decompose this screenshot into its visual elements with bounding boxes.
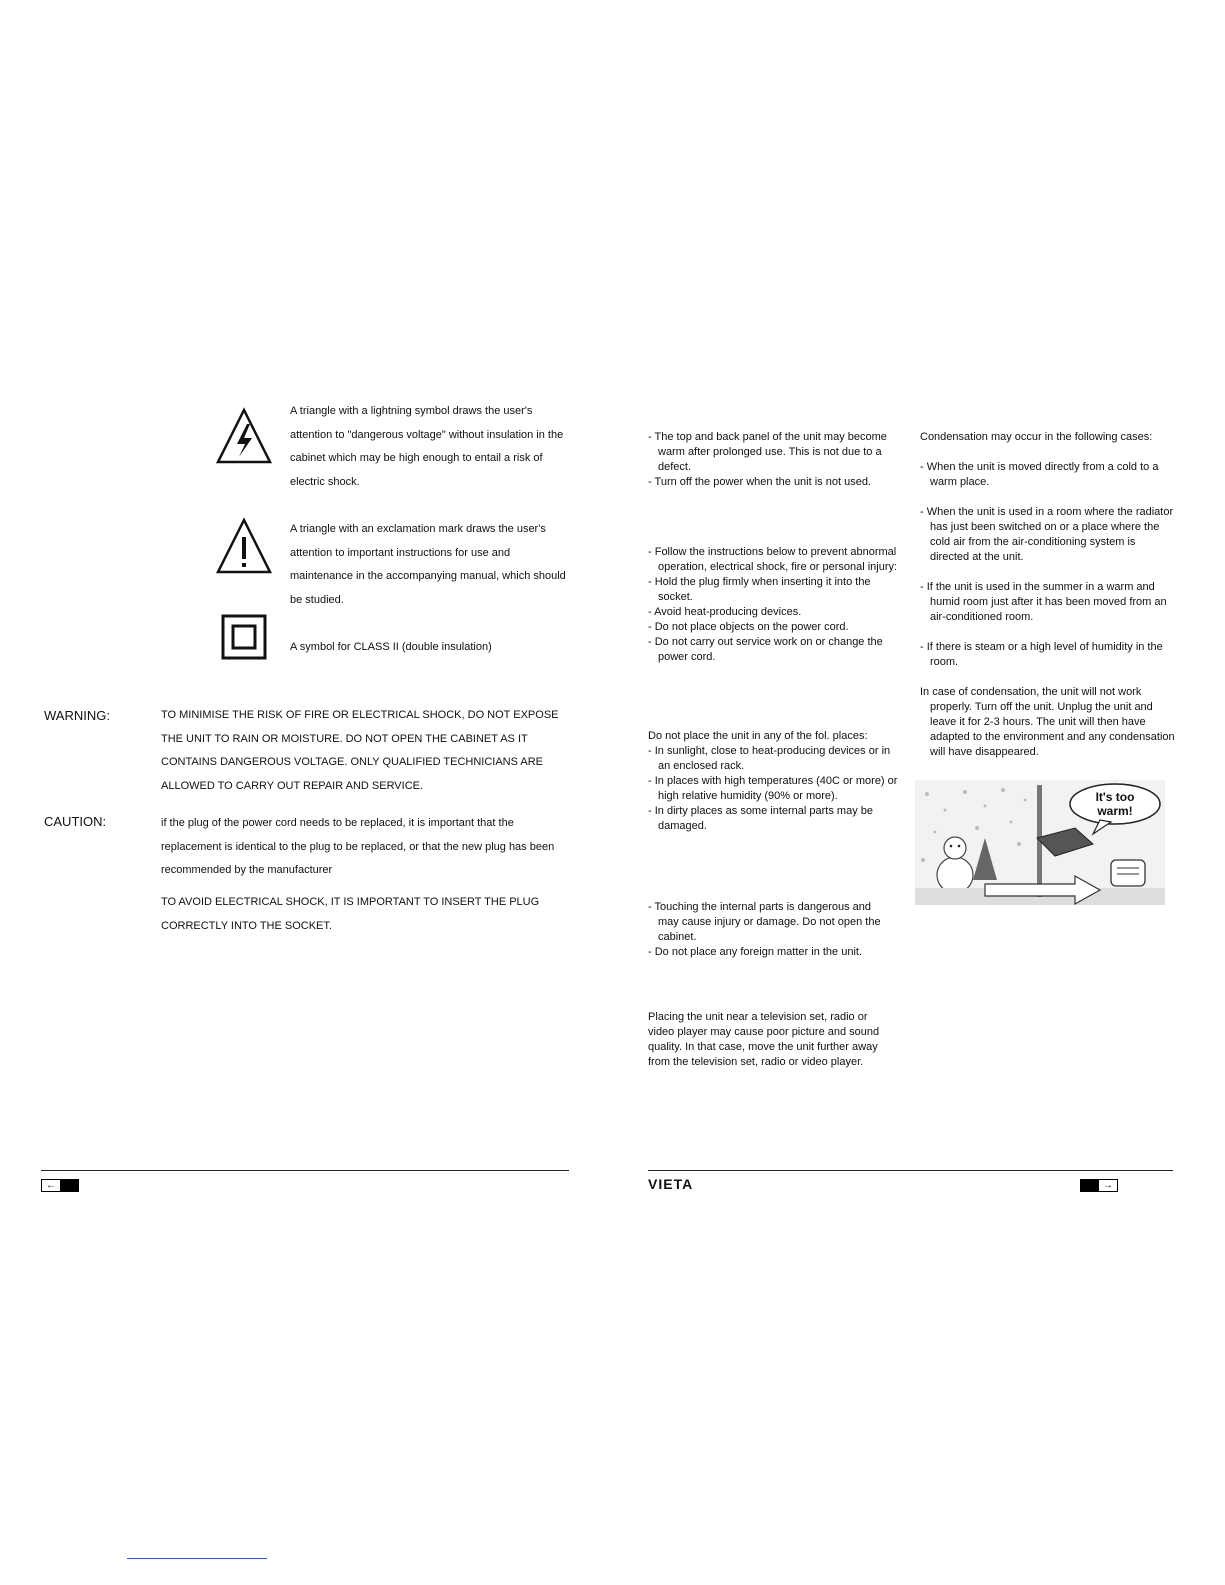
list-item: - Avoid heat-producing devices. (648, 606, 802, 618)
symbol-description-lightning (290, 400, 590, 494)
text-line: CONTAINS DANGEROUS VOLTAGE. ONLY QUALIFIED TECHNICIANS ARE (161, 756, 544, 768)
col1-block-safety (648, 545, 898, 665)
footer-rule-right (648, 1170, 1173, 1171)
text-line: ALLOWED TO CARRY OUT REPAIR AND SERVICE. (161, 779, 424, 792)
brand-logo: VIETA (648, 1176, 694, 1192)
text-line: A triangle with a lightning symbol draws the user's (290, 405, 533, 417)
text-line: attention to important instructions for use and (290, 546, 511, 559)
text-line: replacement is identical to the plug to be replaced, or that the new plug has been (161, 840, 555, 853)
list-item: - Do not place objects on the power cord. (648, 621, 849, 633)
list-item: - Hold the plug firmly when inserting it into the socket. (648, 576, 871, 603)
list-item: - If the unit is used in the summer in a warm and humid room just after it has been moved from an air-conditioned room. (920, 581, 1167, 623)
text-line: be studied. (290, 593, 344, 606)
symbol-description-class2 (290, 636, 590, 660)
nav-fill (60, 1180, 78, 1191)
footer-rule-left (41, 1170, 569, 1171)
list-item: - When the unit is used in a room where the radiator has just been switched on or a place where the cold air from the air-conditioning system is directed at the unit. (920, 506, 1174, 563)
lightning-triangle-icon (215, 407, 273, 465)
text-line: if the plug of the power cord needs to be replaced, it is important that the (161, 817, 514, 829)
list-item: - In dirty places as some internal parts may be damaged. (648, 805, 873, 832)
text-line: A symbol for CLASS II (double insulation) (290, 641, 492, 653)
block-intro: Do not place the unit in any of the fol. places: (648, 730, 868, 742)
text-line: attention to "dangerous voltage" without insulation in the (290, 428, 564, 441)
text-line: CORRECTLY INTO THE SOCKET. (161, 919, 332, 932)
text-line: maintenance in the accompanying manual, which should (290, 570, 566, 582)
symbol-description-exclamation (290, 518, 590, 612)
arrow-right-icon: → (1099, 1180, 1117, 1191)
bubble-text-line: It's too (1095, 790, 1135, 804)
nav-fill (1081, 1180, 1099, 1191)
list-item: - Do not place any foreign matter in the unit. (648, 946, 863, 958)
col1-block-heat (648, 430, 898, 490)
warning-label: WARNING: (44, 708, 110, 723)
next-page-button[interactable] (1080, 1179, 1118, 1192)
list-item: - Turn off the power when the unit is not used. (648, 476, 871, 488)
bubble-text-line: warm! (1097, 804, 1133, 818)
list-item: - In places with high temperatures (40C or more) or high relative humidity (90% or more). (648, 775, 898, 802)
col2-condensation (920, 430, 1175, 760)
link-underline[interactable] (127, 1558, 267, 1559)
text-line: electric shock. (290, 475, 360, 488)
col1-block-interference (648, 1010, 896, 1070)
exclamation-triangle-icon (215, 517, 273, 575)
double-square-icon (221, 614, 267, 660)
paragraph: Condensation may occur in the following cases: (920, 431, 1153, 443)
paragraph: Placing the unit near a television set, radio or video player may cause poor picture and sound quality. In that case, move the unit further away from the television set, radio or video player. (648, 1011, 880, 1068)
text-line: cabinet which may be high enough to entail a risk of (290, 452, 543, 464)
warning-text (161, 704, 581, 798)
list-item: - If there is steam or a high level of humidity in the room. (920, 641, 1163, 668)
previous-page-button[interactable] (41, 1179, 79, 1192)
list-item: - Touching the internal parts is dangerous and may cause injury or damage. Do not open the cabinet. (648, 901, 881, 943)
text-line: TO MINIMISE THE RISK OF FIRE OR ELECTRICAL SHOCK, DO NOT EXPOSE (161, 709, 559, 721)
list-item: - Do not carry out service work on or change the power cord. (648, 636, 883, 663)
paragraph: In case of condensation, the unit will not work properly. Turn off the unit. Unplug the unit and leave it for 2-3 hours. The unit will then have adapted to the environment and any condensation will have disappeared. (920, 686, 1175, 758)
list-item: - When the unit is moved directly from a cold to a warm place. (920, 461, 1159, 488)
caution-label: CAUTION: (44, 814, 107, 829)
text-line: recommended by the manufacturer (161, 864, 333, 876)
arrow-left-icon: ← (42, 1180, 60, 1191)
text-line: A triangle with an exclamation mark draws the user's (290, 523, 546, 535)
list-item: - The top and back panel of the unit may become warm after prolonged use. This is not due to a defect. (648, 431, 887, 473)
text-line: THE UNIT TO RAIN OR MOISTURE. DO NOT OPEN THE CABINET AS IT (161, 732, 528, 745)
col1-block-placement (648, 729, 900, 834)
list-item: - In sunlight, close to heat-producing devices or in an enclosed rack. (648, 745, 891, 772)
condensation-illustration (915, 780, 1165, 905)
caution-text-plug (161, 891, 581, 938)
caution-text (161, 812, 581, 883)
list-item: - Follow the instructions below to prevent abnormal operation, electrical shock, fire or personal injury: (648, 546, 898, 573)
text-line: TO AVOID ELECTRICAL SHOCK, IT IS IMPORTANT TO INSERT THE PLUG (161, 896, 540, 908)
col1-block-internal (648, 900, 893, 960)
